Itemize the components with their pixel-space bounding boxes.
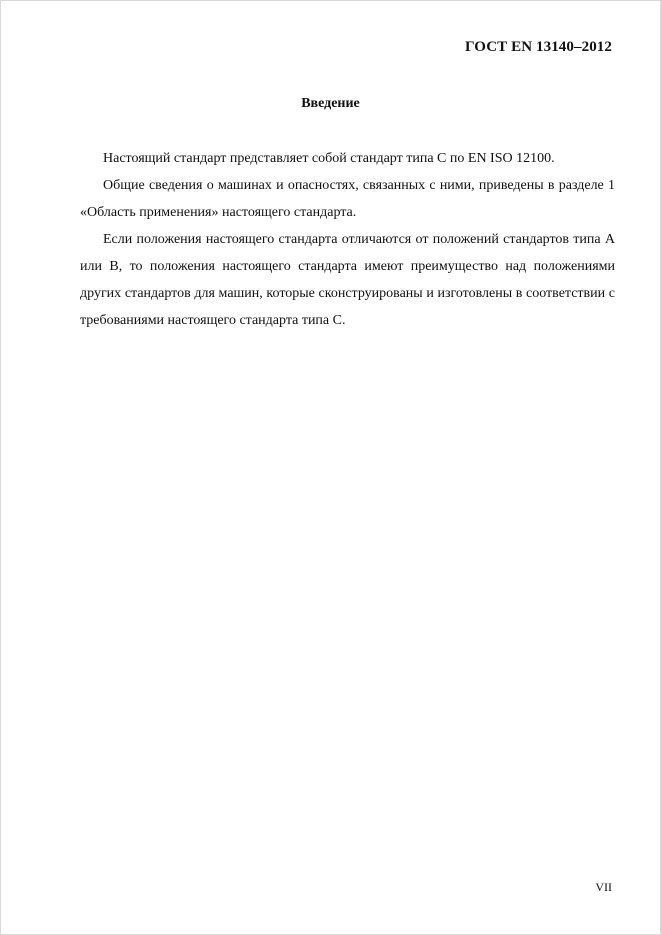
paragraph-2: Общие сведения о машинах и опасностях, связанных с ними, приведены в разделе 1 «Область применения» настоящего стандарта. [80, 178, 615, 220]
section-title: Введение [301, 96, 360, 111]
paragraph-1: Настоящий стандарт представляет собой стандарт типа С по EN ISO 12100. [103, 151, 555, 166]
paragraph-3: Если положения настоящего стандарта отличаются от положений стандартов типа А или В, то положения настоящего стандарта имеют преимущество над положениями других стандартов для машин, которые сконструированы и изготовлены в соответствии с требованиями настоящего стандарта типа С. [80, 232, 615, 328]
introduction-text [80, 145, 615, 334]
page-number: VII [595, 880, 612, 894]
document-code: ГОСТ EN 13140–2012 [465, 39, 612, 55]
